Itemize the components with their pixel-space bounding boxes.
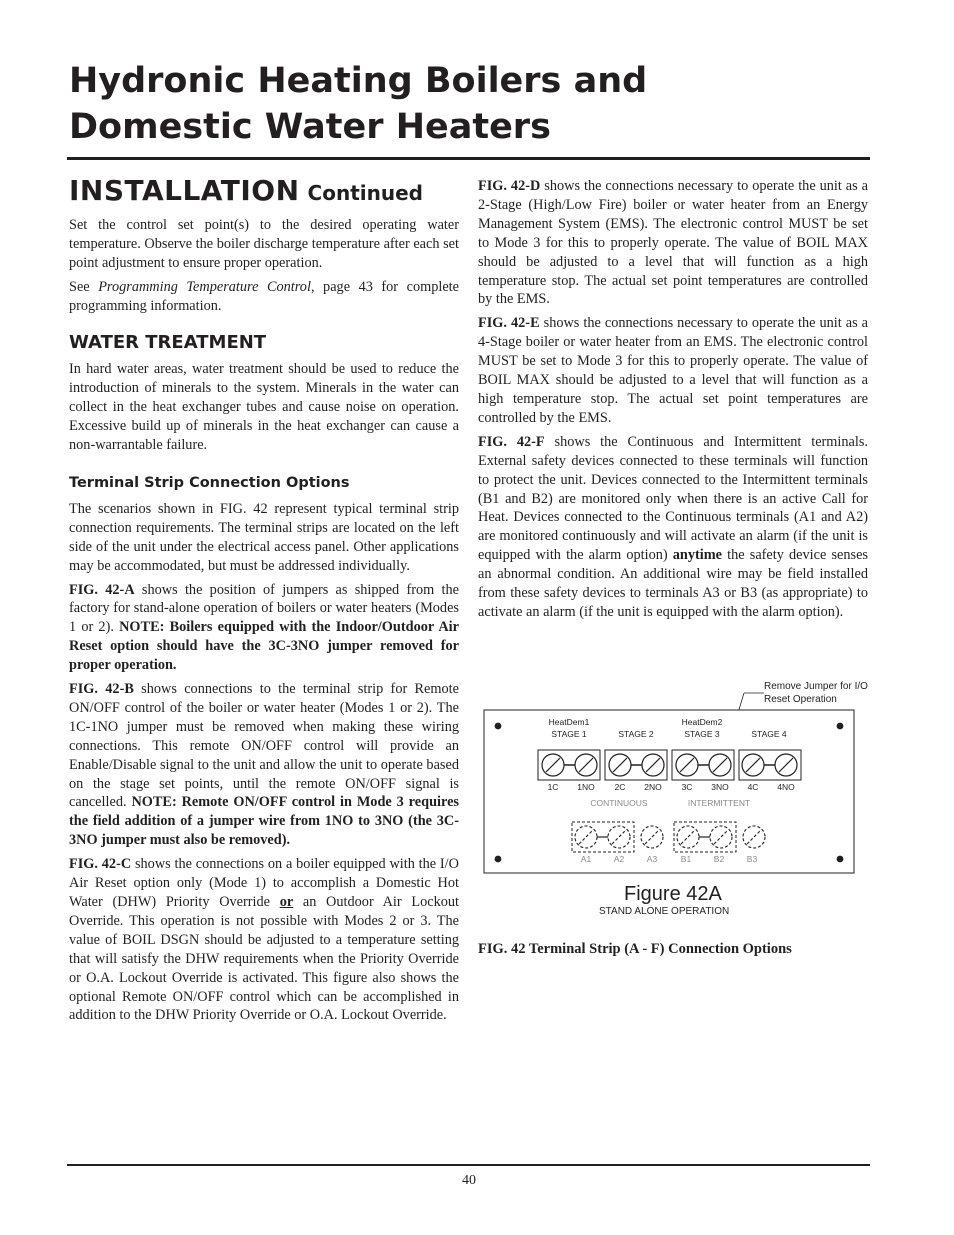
- screw-terminal-icon: [575, 754, 597, 776]
- screw-terminal-icon: [575, 826, 597, 848]
- terminal-label-4c: 4C: [747, 782, 759, 792]
- right-column: [478, 177, 868, 627]
- remove-jumper-label-line2: Reset Operation: [764, 694, 837, 705]
- screw-terminal-icon: [642, 754, 664, 776]
- page-number: 40: [462, 1173, 476, 1188]
- stage-1-label: STAGE 1: [551, 729, 587, 739]
- screw-terminal-icon: [676, 754, 698, 776]
- continuous-label: CONTINUOUS: [590, 798, 648, 808]
- fig-42f-paragraph: [478, 433, 868, 622]
- fig-42b-label: FIG. 42-B: [69, 681, 134, 698]
- terminal-label-b3: B3: [746, 854, 758, 864]
- terminal-label-4no: 4NO: [777, 782, 795, 792]
- fig-42a-text: shows the position of jumpers as shipped from the factory for stand-alone operation of boilers or water heaters (Modes 1 or 2).: [69, 581, 459, 636]
- terminal-panel: [484, 710, 854, 873]
- fig-42a-note: NOTE: Boilers equipped with the Indoor/Outdoor Air Reset option should have the 3C-3NO jumper removed for proper operation.: [69, 619, 459, 674]
- screw-terminal-icon: [608, 826, 630, 848]
- terminal-label-3c: 3C: [681, 782, 693, 792]
- fig-42d-label: FIG. 42-D: [478, 178, 541, 194]
- fig-42c-paragraph: [69, 855, 459, 1025]
- left-column: [69, 216, 459, 1030]
- water-treatment-heading: WATER TREATMENT: [69, 331, 267, 353]
- figure-caption: FIG. 42 Terminal Strip (A - F) Connection Options: [478, 941, 792, 957]
- fig-42f-anytime: anytime: [672, 547, 723, 564]
- terminal-intro-text: The scenarios shown in FIG. 42 represent typical terminal strip connection requirements. The terminal strips are located on the left side of the unit under the electrical access panel. Other applications may be accommodated, but must be addressed individually.: [69, 500, 459, 574]
- terminal-label-2c: 2C: [614, 782, 626, 792]
- header-divider: [67, 157, 870, 160]
- fig-42e-label: FIG. 42-E: [478, 315, 540, 332]
- document-title: [69, 58, 889, 150]
- screw-terminal-icon: [743, 826, 765, 848]
- fig-42f-label: FIG. 42-F: [478, 433, 545, 450]
- terminal-label-b1: B1: [680, 854, 692, 864]
- terminal-label-a2: A2: [613, 854, 625, 864]
- screw-terminal-icon: [775, 754, 797, 776]
- remove-jumper-label-line1: Remove Jumper for I/O: [764, 681, 868, 692]
- figure-subtitle: STAND ALONE OPERATION: [599, 906, 730, 917]
- screw-terminal-icon: [641, 826, 663, 848]
- fig-42c-label: FIG. 42-C: [69, 856, 132, 873]
- intro-p2-post: , page 43 for complete programming information.: [69, 278, 460, 314]
- intermittent-label: INTERMITTENT: [687, 798, 751, 808]
- stage-4-label: STAGE 4: [751, 729, 787, 739]
- terminal-label-1no: 1NO: [577, 782, 595, 792]
- document-title-line2: Domestic Water Heaters: [69, 107, 551, 147]
- screw-terminal-icon: [542, 754, 564, 776]
- fig-42e-paragraph: [478, 314, 868, 427]
- footer-divider: [67, 1164, 870, 1166]
- fig-42b-paragraph: [69, 680, 459, 850]
- terminal-label-1c: 1C: [547, 782, 559, 792]
- fig-42b-note: NOTE: Remote ON/OFF control in Mode 3 requires the field addition of a jumper wire from 1NO to 3NO (the 3C-3NO jumper must also be removed).: [69, 794, 459, 849]
- mount-hole-icon: [495, 723, 502, 730]
- heatdem2-label: HeatDem2: [681, 717, 723, 727]
- fig-42e-text: shows the connections necessary to operate the unit as a 4-Stage boiler or water heater from an EMS. The electronic control MUST be set to Mode 3 for this to properly operate. The value of BOIL MAX should be adjusted to a level that will function as a high temperature stop. The actual set point temperatures are controlled by the EMS.: [478, 315, 868, 426]
- terminal-label-a1: A1: [580, 854, 592, 864]
- fig-42c-text-1: shows the connections on a boiler equipped with the I/O Air Reset option only (Mode 1) to accomplish a Domestic Hot Water (DHW) Priority Override: [69, 856, 459, 910]
- figure-title: Figure 42A: [624, 883, 722, 905]
- intro-p2-reference: Programming Temperature Control: [98, 278, 311, 295]
- terminal-label-b2: B2: [713, 854, 725, 864]
- fig-42a-paragraph: [69, 581, 459, 676]
- mount-hole-icon: [495, 856, 502, 863]
- fig-42f-text-1: shows the Continuous and Intermittent terminals. External safety devices connected to these terminals will function to protect the unit. Devices connected to the Intermittent terminals (B1 and B2) are monitored only when there is an active Call for Heat. Devices connected to the Continuous terminals (A1 and A2) are monitored continuously and will activate an alarm (if the unit is equipped with the alarm option): [478, 433, 868, 564]
- fig-42d-paragraph: [478, 177, 868, 309]
- fig-42b-text: shows connections to the terminal strip for Remote ON/OFF control of the boiler or water heater (Modes 1 or 2). The 1C-1NO jumper must be removed when making these wiring connections. This remote ON/OFF control will provide an Enable/Disable signal to the unit and allow the unit to operate based on the stage set points, until the remote ON/OFF signal is cancelled.: [69, 681, 459, 811]
- stage-3-label: STAGE 3: [684, 729, 720, 739]
- screw-terminal-icon: [742, 754, 764, 776]
- fig-42d-text: shows the connections necessary to operate the unit as a 2-Stage (High/Low Fire) boiler or water heater from an Energy Management System (EMS). The electronic control MUST be set to Mode 3 for this to properly operate. The value of BOIL MAX should be adjusted to a level that will function as a high temperature stop. The actual set point temperatures are controlled by the EMS.: [478, 178, 868, 308]
- screw-terminal-icon: [709, 754, 731, 776]
- fig-42c-or: or: [279, 894, 294, 910]
- fig-42a-label: FIG. 42-A: [69, 581, 135, 598]
- intro-p2-pre: See: [69, 278, 99, 295]
- figure-42a-diagram: [478, 676, 878, 922]
- screw-terminal-icon: [677, 826, 699, 848]
- terminal-label-3no: 3NO: [711, 782, 729, 792]
- terminal-strip-heading: Terminal Strip Connection Options: [69, 474, 350, 491]
- fig-42c-text-2: an Outdoor Air Lockout Override. This operation is not possible with Modes 2 or 3. The value of BOIL DSGN should be adjusted to a temperature setting that will satisfy the DHW requirements when the Priority Override or O.A. Lockout Override is activated. This figure also shows the optional Remote ON/OFF control which can be accomplished in addition to the DHW Priority Override or O.A. Lockout Override.: [69, 894, 459, 1024]
- section-heading: [69, 174, 423, 207]
- heatdem1-label: HeatDem1: [548, 717, 590, 727]
- intro-paragraph-2: [69, 278, 459, 316]
- terminal-label-2no: 2NO: [644, 782, 662, 792]
- screw-terminal-icon: [609, 754, 631, 776]
- mount-hole-icon: [837, 856, 844, 863]
- terminal-label-a3: A3: [646, 854, 658, 864]
- section-heading-suffix: Continued: [307, 181, 423, 205]
- stage-2-label: STAGE 2: [618, 729, 654, 739]
- document-title-line1: Hydronic Heating Boilers and: [69, 61, 648, 101]
- fig-42f-text-2: the safety device senses an abnormal condition. An additional wire may be field installed from these safety devices to terminals A3 or B3 (as appropriate) to activate an alarm (if the unit is equipped with the alarm option).: [478, 547, 868, 620]
- water-treatment-text: In hard water areas, water treatment should be used to reduce the introduction of minerals to the system. Minerals in the water can collect in the heat exchanger tubes and cause noise on operation. Excessive build up of minerals in the heat exchanger can cause a non-warrantable failure.: [69, 361, 459, 454]
- intro-paragraph-1: Set the control set point(s) to the desired operating water temperature. Observe the boiler discharge temperature after each set point adjustment to ensure proper operation.: [69, 217, 459, 271]
- section-heading-main: INSTALLATION: [69, 174, 300, 207]
- screw-terminal-icon: [710, 826, 732, 848]
- mount-hole-icon: [837, 723, 844, 730]
